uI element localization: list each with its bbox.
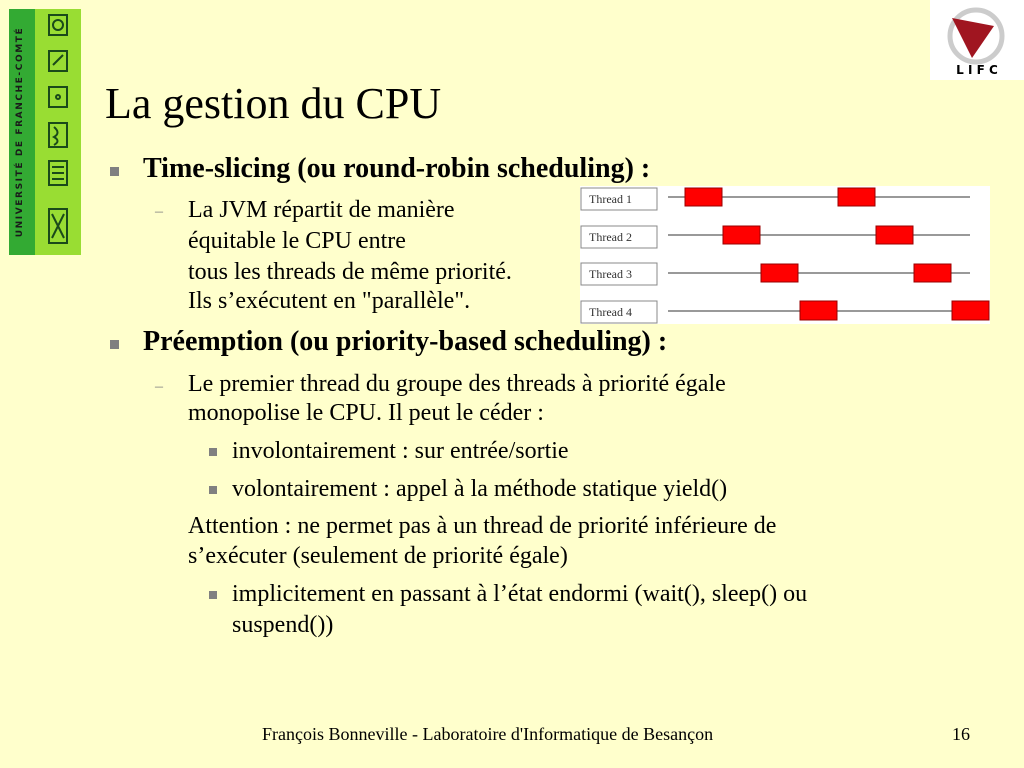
dash-bullet-icon: – xyxy=(155,378,163,395)
bullet-square-icon xyxy=(209,448,217,456)
time-slicing-text-line-2: équitable le CPU entre xyxy=(188,228,406,254)
thread-1-slice-1 xyxy=(685,188,722,206)
time-slicing-text-line-1: La JVM répartit de manière xyxy=(188,197,455,223)
lifc-logo xyxy=(930,0,1024,80)
thread-4-slice-1 xyxy=(800,301,837,320)
bullet-time-slicing: Time-slicing (ou round-robin scheduling) : xyxy=(143,153,651,184)
thread-3-slice-1 xyxy=(761,264,798,282)
thread-2-label: Thread 2 xyxy=(589,230,632,244)
thread-4-label: Thread 4 xyxy=(589,305,632,319)
preemption-text-line-2: monopolise le CPU. Il peut le céder : xyxy=(188,400,544,426)
time-slicing-text-line-4: Ils s’exécutent en "parallèle". xyxy=(188,288,471,314)
bullet-square-icon xyxy=(209,591,217,599)
thread-2-slice-2 xyxy=(876,226,913,244)
lifc-text: L I F C xyxy=(956,63,998,77)
thread-1-label: Thread 1 xyxy=(589,192,632,206)
thread-timeline-diagram xyxy=(580,186,990,324)
sub-item-implicitement-line-2: suspend()) xyxy=(232,612,334,638)
sub-item-volontairement: volontairement : appel à la méthode statique yield() xyxy=(232,476,728,502)
thread-2-slice-1 xyxy=(723,226,760,244)
time-slicing-text-line-3: tous les threads de même priorité. xyxy=(188,259,512,285)
thread-1-slice-2 xyxy=(838,188,875,206)
attention-line-1: Attention : ne permet pas à un thread de priorité inférieure de xyxy=(188,513,777,539)
thread-3-label: Thread 3 xyxy=(589,267,632,281)
bullet-square-icon xyxy=(110,167,119,176)
page-number: 16 xyxy=(952,724,970,744)
attention-line-2: s’exécuter (seulement de priorité égale) xyxy=(188,543,568,569)
preemption-text-line-1: Le premier thread du groupe des threads à priorité égale xyxy=(188,371,726,397)
bullet-preemption: Préemption (ou priority-based scheduling) : xyxy=(143,326,668,357)
footer-text: François Bonneville - Laboratoire d'Informatique de Besançon xyxy=(262,724,714,744)
thread-3-slice-2 xyxy=(914,264,951,282)
slide-title: La gestion du CPU xyxy=(105,79,442,128)
university-name: UNIVERSITÉ DE FRANCHE-COMTÉ xyxy=(15,26,25,238)
universite-franche-comte-logo xyxy=(9,9,81,255)
bullet-square-icon xyxy=(110,340,119,349)
sub-item-implicitement-line-1: implicitement en passant à l’état endormi (wait(), sleep() ou xyxy=(232,581,808,607)
thread-4-slice-2 xyxy=(952,301,989,320)
dash-bullet-icon: – xyxy=(155,203,163,220)
bullet-square-icon xyxy=(209,486,217,494)
sub-item-involontairement: involontairement : sur entrée/sortie xyxy=(232,438,569,464)
